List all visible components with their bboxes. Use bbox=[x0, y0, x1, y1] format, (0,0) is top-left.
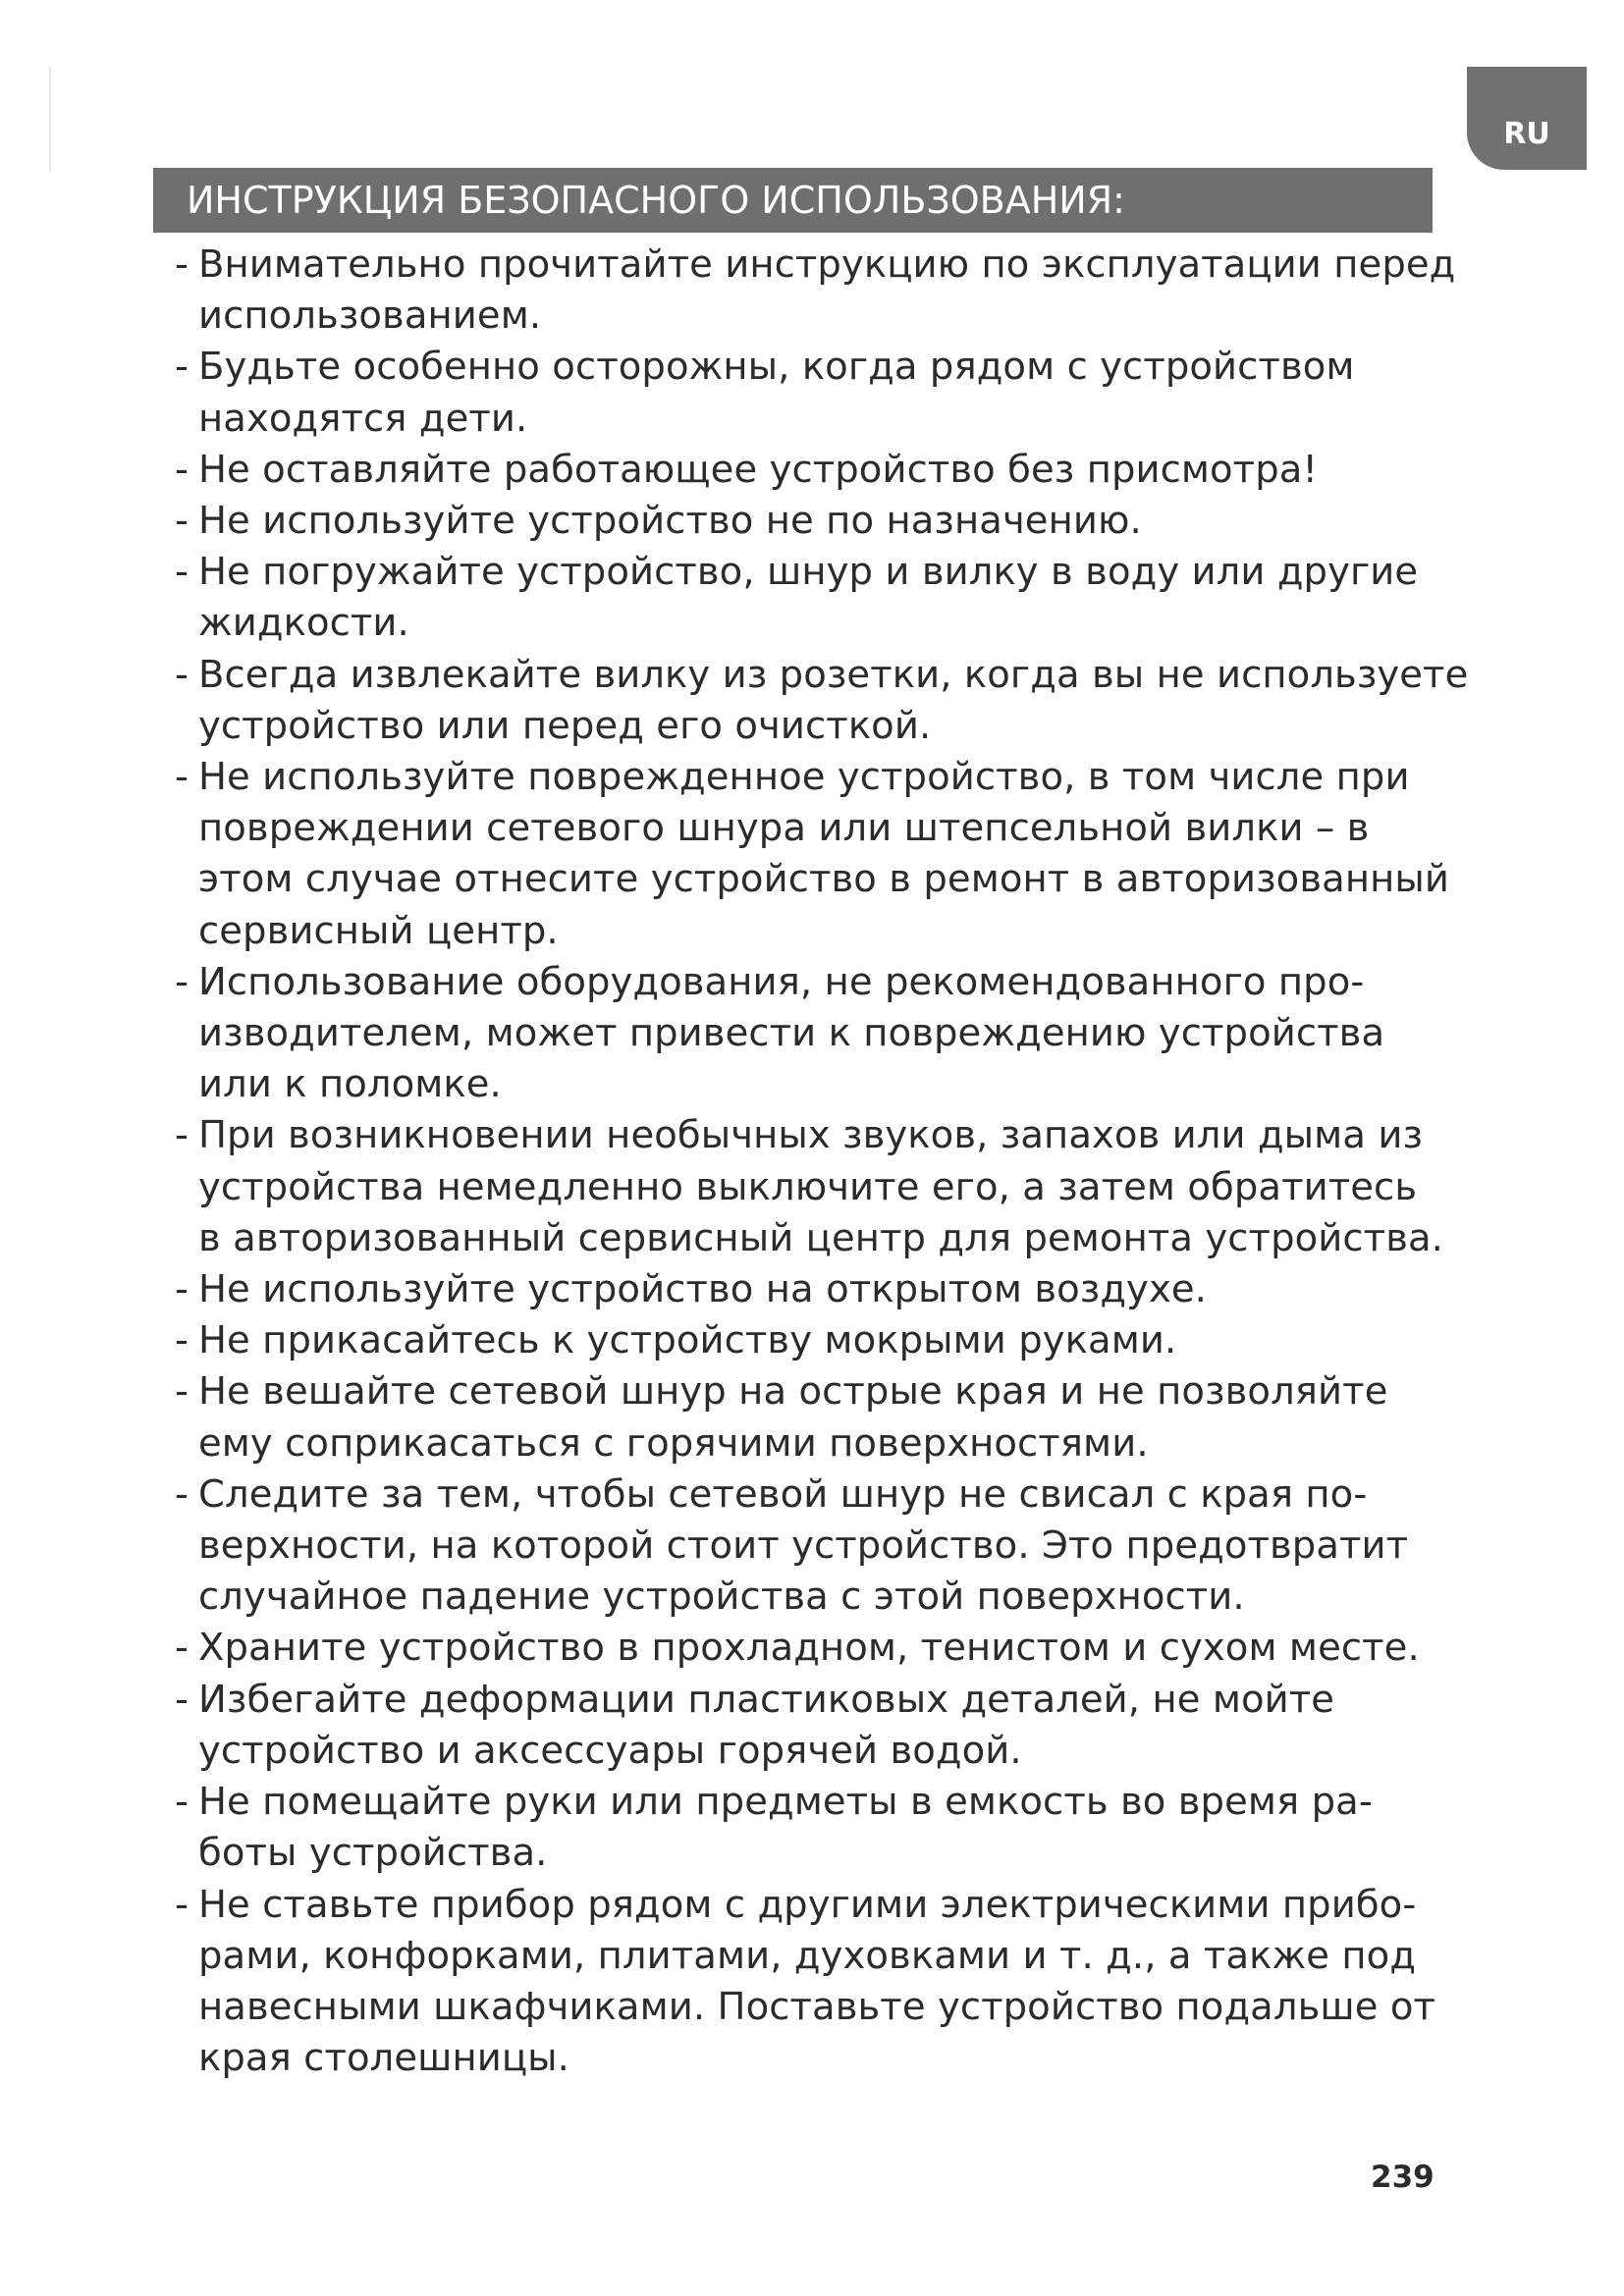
safety-rule-item: - Следите за тем, чтобы сетевой шнур не свисал с края по- верхности, на которой стоит устройство. Это предотвратит случайное падение устройства с этой поверхности. bbox=[175, 1469, 1549, 1624]
safety-rules-list bbox=[175, 240, 1549, 2084]
safety-rule-item: - Храните устройство в прохладном, тенистом и сухом месте. bbox=[175, 1623, 1549, 1674]
language-tab-label: RU bbox=[1503, 117, 1550, 151]
safety-rule-item: - Не вешайте сетевой шнур на острые края и не позволяйте ему соприкасаться с горячими поверхностями. bbox=[175, 1366, 1549, 1468]
section-heading: ИНСТРУКЦИЯ БЕЗОПАСНОГО ИСПОЛЬЗОВАНИЯ: bbox=[153, 168, 1433, 233]
safety-rule-item: - Будьте особенно осторожны, когда рядом с устройством находятся дети. bbox=[175, 342, 1549, 444]
page-edge-line bbox=[49, 67, 51, 173]
safety-rule-item: - Не ставьте прибор рядом с другими электрическими прибо- рами, конфорками, плитами, духовками и т. д., а также под навесными шкафчиками. Поставьте устройство подальше от края столешницы. bbox=[175, 1880, 1549, 2085]
safety-rule-item: - Не используйте устройство не по назначению. bbox=[175, 496, 1549, 547]
safety-rule-item: - Не используйте поврежденное устройство, в том числе при повреждении сетевого шнура или штепсельной вилки – в этом случае отнесите устройство в ремонт в авторизованный сервисный центр. bbox=[175, 752, 1549, 957]
safety-rule-item: - Внимательно прочитайте инструкцию по эксплуатации перед использованием. bbox=[175, 240, 1549, 342]
safety-rule-item: - Всегда извлекайте вилку из розетки, когда вы не используете устройство или перед его очисткой. bbox=[175, 650, 1549, 752]
safety-rule-item: - Не прикасайтесь к устройству мокрыми руками. bbox=[175, 1315, 1549, 1366]
safety-rule-item: - При возникновении необычных звуков, запахов или дыма из устройства немедленно выключите его, а затем обратитесь в авторизованный сервисный центр для ремонта устройства. bbox=[175, 1110, 1549, 1264]
safety-rule-item: - Избегайте деформации пластиковых деталей, не мойте устройство и аксессуары горячей водой. bbox=[175, 1675, 1549, 1777]
safety-rule-item: - Не помещайте руки или предметы в емкость во время ра- боты устройства. bbox=[175, 1777, 1549, 1879]
page-number: 239 bbox=[1371, 2160, 1435, 2195]
safety-rule-item: - Не погружайте устройство, шнур и вилку в воду или другие жидкости. bbox=[175, 547, 1549, 649]
language-tab bbox=[1467, 67, 1587, 170]
safety-rule-item: - Использование оборудования, не рекомендованного про- изводителем, может привести к повреждению устройства или к поломке. bbox=[175, 957, 1549, 1111]
safety-rule-item: - Не оставляйте работающее устройство без присмотра! bbox=[175, 445, 1549, 496]
safety-rule-item: - Не используйте устройство на открытом воздухе. bbox=[175, 1264, 1549, 1315]
